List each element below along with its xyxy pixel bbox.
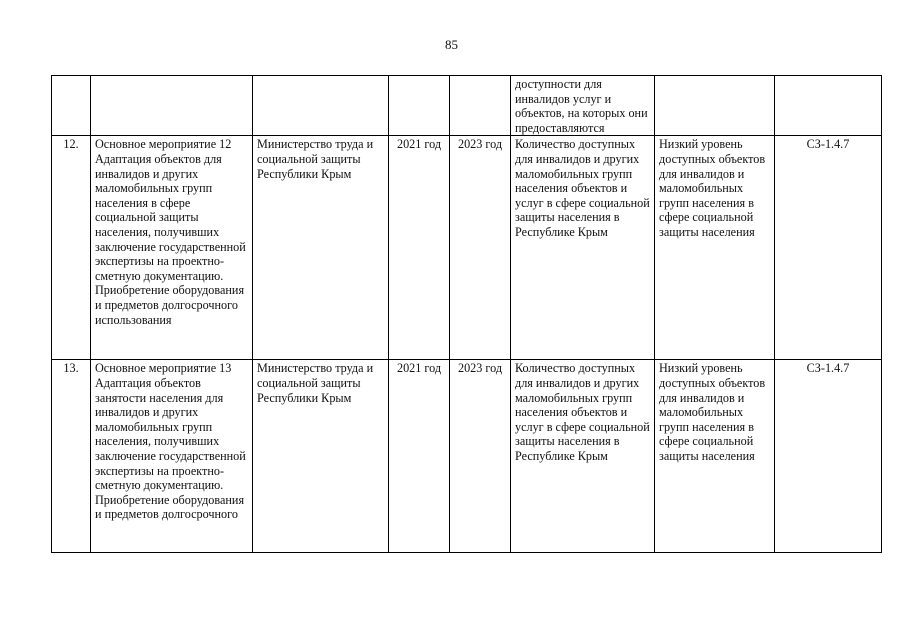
cell-num: 12.: [52, 136, 91, 360]
cell-end-year: 2023 год: [450, 136, 511, 360]
table-row-continuation: [52, 76, 882, 136]
cell-end-year: [450, 76, 511, 136]
cell-start-year: [389, 76, 450, 136]
cell-start-year: 2021 год: [389, 136, 450, 360]
cell-code: СЗ-1.4.7: [775, 136, 882, 360]
cell-end-year: 2023 год: [450, 360, 511, 553]
cell-num: 13.: [52, 360, 91, 553]
cell-code: СЗ-1.4.7: [775, 360, 882, 553]
cell-executor: Министерство труда и социальной защиты Республики Крым: [253, 136, 389, 360]
program-activities-table: [51, 75, 882, 553]
cell-indicator: Количество доступных для инвалидов и других маломобильных групп населения объектов и услуг в сфере социальной защиты населения в Республике Крым: [511, 136, 655, 360]
table-row: [52, 136, 882, 360]
cell-activity: [91, 76, 253, 136]
cell-executor: [253, 76, 389, 136]
cell-activity: Основное мероприятие 12 Адаптация объектов для инвалидов и других маломобильных групп населения в сфере социальной защиты населения, получивших заключение государственной экспертизы на проектно-сметную документацию. Приобретение оборудования и предметов долгосрочного использования: [91, 136, 253, 360]
cell-consequence: [655, 76, 775, 136]
table-row: [52, 360, 882, 553]
cell-start-year: 2021 год: [389, 360, 450, 553]
cell-activity: Основное мероприятие 13 Адаптация объектов занятости населения для инвалидов и других маломобильных групп населения, получивших заключение государственной экспертизы на проектно-сметную документацию. Приобретение оборудования и предметов долгосрочного: [91, 360, 253, 553]
cell-indicator: Количество доступных для инвалидов и других маломобильных групп населения объектов и услуг в сфере социальной защиты населения в Республике Крым: [511, 360, 655, 553]
cell-consequence: Низкий уровень доступных объектов для инвалидов и маломобильных групп населения в сфере социальной защиты населения: [655, 360, 775, 553]
cell-executor: Министерство труда и социальной защиты Республики Крым: [253, 360, 389, 553]
page-number: 85: [445, 37, 458, 52]
cell-code: [775, 76, 882, 136]
cell-num: [52, 76, 91, 136]
cell-indicator: доступности для инвалидов услуг и объектов, на которых они предоставляются: [511, 76, 655, 136]
cell-consequence: Низкий уровень доступных объектов для инвалидов и маломобильных групп населения в сфере социальной защиты населения: [655, 136, 775, 360]
